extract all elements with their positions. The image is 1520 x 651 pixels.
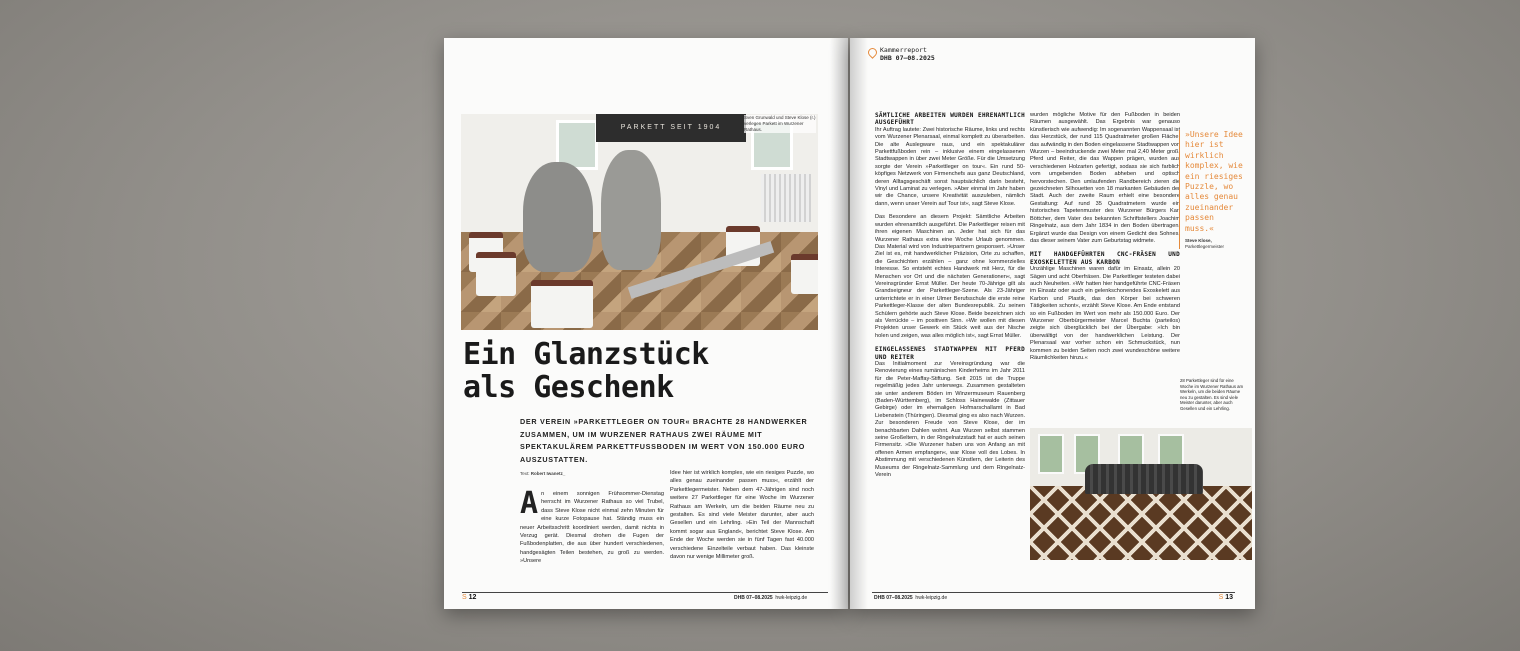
pull-quote-author: Steve Klose, Parkettlegermeister bbox=[1185, 238, 1225, 249]
paragraph: Das Initialmoment zur Vereinsgründung war die Renovierung eines rumänischen Kinderheims im Jahr 2011 für die Peter-Maffay-Stiftung. Seit 2015 ist die Truppe regelmäßig jedes Jahr unterwegs. Zusammen gestalteten sie unter anderem Böden im Winzermuseum Rauenberg (Baden-Württemberg), im Schloss Hainewalde (Zittauer Gebirge) oder im ehemaligen Hofmarschallamt in Bad Liebenstein (Thüringen). Diesmal ging es also nach Wurzen. Zur besonderen Freude von Steve Klose, der im benachbarten Dahlen wohnt. Aus Wurzen selbst stammen seine Großeltern, in der Ringelnatzstadt hat er auch seinen Firmensitz. »Die Wurzener haben uns von Anfang an mit offenen Armen empfangen«, war Klose voll des Lobes. In Abstimmung mit verschiedenen Künstlern, der Leiterin des Museums der Ringelnatz-Sammlung und dem Ringelnatz-Verein bbox=[875, 361, 1025, 479]
location-pin-icon bbox=[866, 46, 879, 59]
left-footer bbox=[444, 592, 848, 602]
paragraph: Unzählige Maschinen waren dafür im Einsatz, allein 20 Sägen und acht Oberfräsen. Die Parkettleger testeten dabei auch Neuheiten. »Wir hatten hier handgeführte CNC-Fräsen im Einsatz oder auch ein gelenkschonendes Exoskelett aus Karbon und Plastik, das den Körper bei schweren Tätigkeiten schont«, erzählt Steve Klose. Am Ende entstand so ein Fußboden im Wert von mehr als 150.000 Euro. Der Wurzener Oberbürgermeister Marcel Buchta (parteilos) zeigte sich überglücklich bei der Übergabe: »Ich bin überwältigt von der handwerklichen Leistung. Der Plenarsaal war vorher schon ein Schmuckstück, nun kommen zu beiden Seiten noch zwei wundeschöne weitere Räumlichkeiten hinzu.« bbox=[1030, 266, 1180, 361]
article-column-4 bbox=[1030, 112, 1180, 362]
section-header bbox=[880, 46, 935, 62]
page-number-left: S 12 bbox=[462, 594, 477, 601]
article-column-2: Idee hier ist wirklich komplex, wie ein riesiges Puzzle, wo alles genau zueinander passen muss«, erzählt der Parkettlegermeister. Neben dem 47-Jährigen sind noch weitere 27 Parkettleger für eine Woche im Wurzener Rathaus am Werkeln, um die beiden Räume neu zu gestalten. Es sind viele Meister darunter, aber auch Gesellen und ein Lehrling. »Ein Teil der Mannschaft kommt sogar aus England«, berichtet Steve Klose. Am Ende der Woche werden sie in fünf Tagen fast 40.000 verschiedene Einzelteile verbaut haben. Das kleinste davon nur wenige Millimeter groß. bbox=[670, 470, 814, 561]
headline-line-1: Ein Glanzstück bbox=[463, 337, 709, 372]
photo-caption: Sven Grunwald und Steve Klose (r.) verlegen Parkett im Wurzener Rathaus. bbox=[744, 115, 816, 132]
paragraph: Das Besondere an diesem Projekt: Sämtliche Arbeiten wurden ehrenamtlich ausgeführt. Die Parkettleger reisen mit ihren eigenen Maschinen an. Jeder hat sich für das Wurzener Rathaus extra eine Woche Urlaub genommen. Das Material wird von Industriepartnern gesponsert. »Unser Ziel ist es, mit handwerklicher Präzision, Orte zu schaffen, die Geschichten erzählen – ganz ohne kommerzielles Interesse. So entsteht echtes Handwerk mit Herz, für die Menschen vor Ort und die nächsten Generationen«, sagt Vereinsgründer Ernst Müller. Der heute 70-Jährige gilt als Grandseigneur der Parkettleger-Szene. Als 23-Jähriger unterrichtete er in einer Ulmer Berufsschule die erste reine Parkettleger-Klasse der alten Bundesrepublik. Zu seinen Schülern gehörte auch Steve Klose. Beide bezeichnen sich als Verrückte – im positiven Sinn. »Wir wollen mit diesen Projekten unser Gewerk ein Stück weit aus der Nische holen und zeigen, was alles möglich ist«, sagt Ernst Müller. bbox=[875, 214, 1025, 339]
page-number-right: S 13 bbox=[1218, 594, 1233, 601]
paragraph: Ihr Auftrag lautete: Zwei historische Räume, links und rechts vom Wurzener Plenarsaal, einmal komplett zu überarbeiten. Die alte Auslegware raus, und ein spektakulärer Parkettfußboden rein – inklusive einem eingelassenen Stadtwappen in über zwei Meter Größe. Für die Umsetzung sorgte der Verein »Parkettleger on tour«. Ein rund 50-köpfiges Netzwerk von Firmenchefs aus ganz Deutschland, deren Alltagsgeschäft sonst hauptsächlich darin besteht, Vinyl und Laminat zu verlegen. »Aber einmal im Jahr haben wir die Chance, unsere Kreativität auszuleben, nämlich dann, wenn unser Verein auf Tour ist«, sagt Steve Klose. bbox=[875, 126, 1025, 207]
gutter-shadow bbox=[830, 38, 848, 609]
lead-paragraph: DER VEREIN »PARKETTLEGER ON TOUR« BRACHTE 28 HANDWERKER ZUSAMMEN, UM IM WURZENER RATHAUS ZWEI RÄUME MIT SPEKTAKULÄREM PARKETTFUSSBODEN IM WERT VON 150.000 EURO AUSZUSTATTEN. bbox=[520, 417, 808, 464]
pull-quote-text: »Unsere Idee hier ist wirklich komplex, wie ein riesiges Puzzle, wo alles genau zueinander passen muss.« bbox=[1185, 130, 1243, 233]
paragraph: wurden mögliche Motive für den Fußboden in beiden Räumen ausgewählt. Das Ergebnis war genauso künstlerisch wie aufwendig: Im sogenannten Wappensaal ist das Herzstück, der rund 115 Quadratmeter großen Fläche, das aufwändig in den Boden eingelassene Stadtwappen von Wurzen – beeindruckende zwei Meter mal 2,40 Meter groß. Pferd und Reiter, die das Wappen prägen, wurden aus verschiedenen Holzarten gefertigt, sodass sie sich farblich vom umgebenden Boden abheben und optisch hervorstechen. Den umlaufenden Randbereich zieren die gezeichneten Silhouetten von 18 markanten Gebäuden der Stadt. Auch der zweite Raum erhielt eine besondere Gestaltung: Auf rund 35 Quadratmetern wurde ein historisches Tapetenmuster des Wurzener Bürgers Karl Böttcher, dem Vater des bekannten Schriftstellers Joachim Ringelnatz, aus dem Jahr 1834 in den Boden übertragen. Ergänzt wurde das Design von einem Gedicht des Sohnes, das dieser seinem Vater zum Geburtstag widmete. bbox=[1030, 112, 1180, 244]
footer-issue-info: DHB 07–08.2025 hwk-leipzig.de bbox=[874, 595, 948, 601]
section-issue: DHB 07–08.2025 bbox=[880, 54, 935, 62]
byline-prefix: Text: bbox=[520, 471, 530, 476]
pull-quote bbox=[1179, 130, 1245, 249]
subheading: SÄMTLICHE ARBEITEN WURDEN EHRENAMTLICH AUSGEFÜHRT bbox=[875, 112, 1025, 127]
dropcap: A bbox=[520, 486, 539, 521]
team-photo-caption: 28 Parkettleger sind für eine Woche im Wurzener Rathaus am Werkeln, um die beiden Räume neu zu gestalten. Es sind viele Meister darunter, aber auch Gesellen und ein Lehrling. bbox=[1180, 378, 1244, 411]
right-page bbox=[850, 38, 1255, 609]
footer-issue-info: DHB 07–08.2025 hwk-leipzig.de bbox=[734, 595, 808, 601]
hero-photo bbox=[461, 114, 818, 330]
left-page bbox=[444, 38, 848, 609]
photo-banner: PARKETT SEIT 1904 bbox=[596, 114, 746, 142]
magazine-spread bbox=[444, 38, 1255, 609]
subheading: EINGELASSENES STADTWAPPEN MIT PFERD UND REITER bbox=[875, 346, 1025, 361]
section-title: Kammerreport bbox=[880, 46, 927, 54]
column-1-text: n einem sonnigen Frühsommer-Dienstag herrscht im Wurzener Rathaus so viel Trubel, dass Steve Klose nicht einmal zehn Minuten für eine kurze Fotopause hat. Ständig muss ein neuer Arbeitsschritt koordiniert werden, damit nichts in Verzug gerät. Diesmal drohen die Fugen der Fußbodenplatten, die aus über hundert verschiedenen, handgesägten Teilen bestehen, zu groß zu werden. »Unsere bbox=[520, 491, 664, 565]
team-photo bbox=[1030, 428, 1252, 560]
headline-line-2: als Geschenk bbox=[463, 370, 674, 405]
subheading: MIT HANDGEFÜHRTEN CNC-FRÄSEN UND EXOSKELETTEN AUS KARBON bbox=[1030, 251, 1180, 266]
article-column-1 bbox=[520, 486, 664, 566]
gutter-shadow bbox=[850, 38, 868, 609]
byline-author: Robert Iwanetz_ bbox=[530, 471, 566, 476]
right-footer bbox=[850, 592, 1255, 602]
article-column-3 bbox=[875, 112, 1025, 480]
headline bbox=[463, 338, 833, 404]
byline bbox=[520, 471, 565, 476]
